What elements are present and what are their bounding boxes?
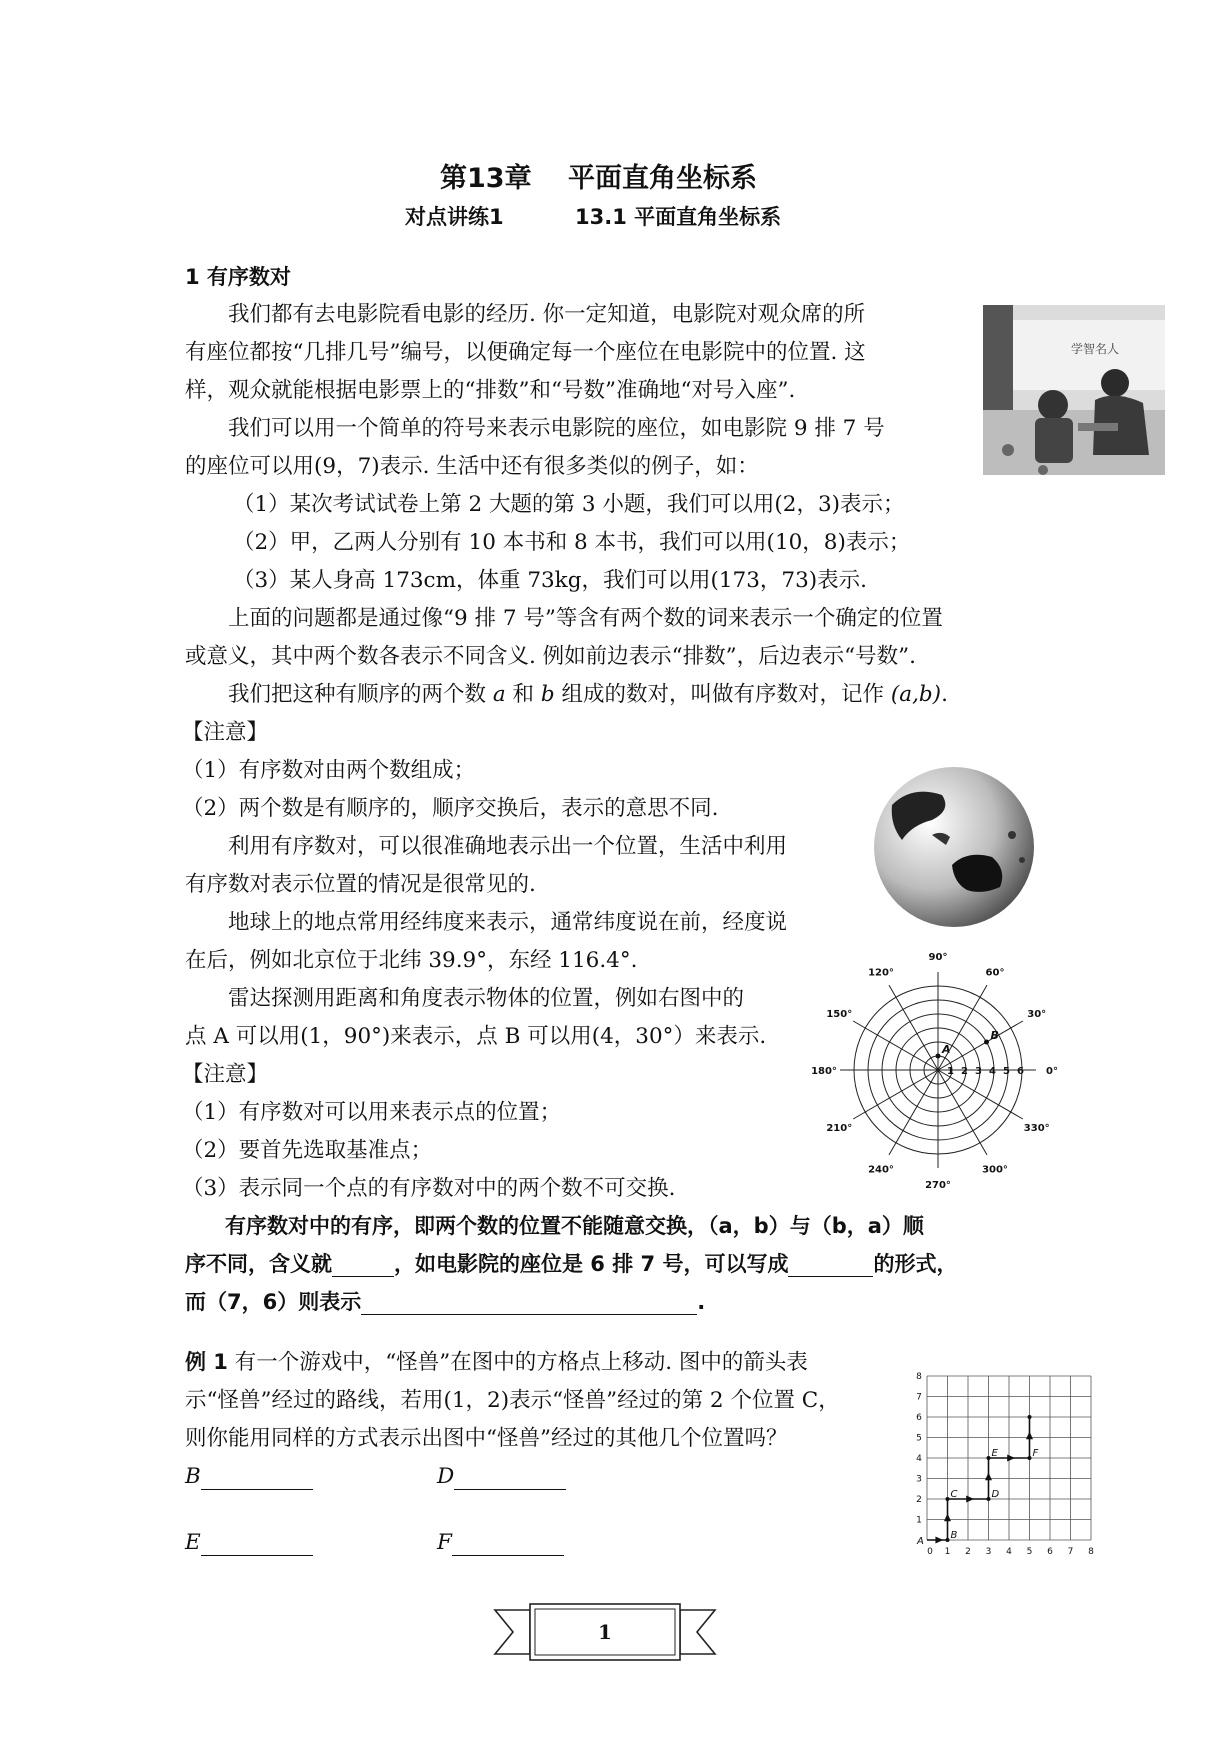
grid-x-tick: 2 xyxy=(965,1547,971,1557)
radar-ring-label: 5 xyxy=(1003,1066,1010,1077)
grid-y-tick: 1 xyxy=(916,1515,922,1526)
answer-label: B xyxy=(185,1464,201,1489)
radar-ring-label: 2 xyxy=(961,1066,968,1077)
intro-line: 样，观众就能根据电影票上的“排数”和“号数”准确地“对号入座”. xyxy=(185,378,796,403)
path-arrow xyxy=(985,1473,992,1481)
summary-text: 序不同，含义就 xyxy=(185,1252,332,1276)
radar-angle-label: 60° xyxy=(985,967,1005,979)
explain-line: 或意义，其中两个数各表示不同含义. 例如前边表示“排数”，后边表示“号数”. xyxy=(185,644,916,669)
path-arrow xyxy=(944,1514,951,1522)
var-a: a xyxy=(492,682,506,707)
grid-x-tick: 1 xyxy=(944,1547,951,1557)
grid-y-tick: 6 xyxy=(916,1413,922,1423)
path-arrow xyxy=(1007,1455,1015,1462)
answer-d xyxy=(437,1464,566,1490)
grid-x-tick: 7 xyxy=(1067,1547,1074,1557)
answer-e-field[interactable] xyxy=(201,1532,313,1556)
radar-diagram xyxy=(811,952,1058,1191)
note-heading: 【注意】 xyxy=(182,720,269,745)
example1-line: 则你能用同样的方式表示出图中“怪兽”经过的其他几个位置吗？ xyxy=(185,1426,788,1451)
summary-text: . xyxy=(697,1290,706,1314)
path-point xyxy=(987,1497,991,1501)
radar-angle-label: 210° xyxy=(826,1123,853,1134)
answer-label: D xyxy=(437,1464,455,1489)
path-point-label: F xyxy=(1032,1448,1039,1459)
answer-blank-76[interactable] xyxy=(361,1292,697,1315)
note-item: （1）有序数对由两个数组成； xyxy=(182,758,476,783)
grid-y-tick: 5 xyxy=(916,1433,922,1444)
answer-label: F xyxy=(437,1530,452,1555)
answer-b xyxy=(185,1464,313,1490)
radar-point-label: A xyxy=(942,1043,951,1056)
grid-x-tick: 6 xyxy=(1047,1547,1053,1557)
radar-points xyxy=(936,1029,999,1059)
summary-text: 的形式， xyxy=(873,1252,958,1276)
radar-ring-label: 1 xyxy=(947,1066,954,1077)
radar-angle-label: 330° xyxy=(1023,1123,1050,1134)
grid-diagram xyxy=(905,1340,1120,1565)
cinema-photo xyxy=(983,305,1165,475)
summary-text: ，如电影院的座位是 6 排 7 号，可以写成 xyxy=(394,1252,789,1276)
answer-d-field[interactable] xyxy=(454,1466,566,1490)
grid-x-tick: 3 xyxy=(985,1547,992,1557)
lesson-label: 对点讲练1 xyxy=(405,205,504,229)
intro-line: 有座位都按“几排几号”编号，以便确定每一个座位在电影院中的位置. 这 xyxy=(185,340,866,365)
usage-line: 有序数对表示位置的情况是很常见的. xyxy=(185,872,536,897)
cinema-sign-text: 学智名人 xyxy=(1070,342,1120,356)
summary-text: 而（7，6）则表示 xyxy=(185,1290,362,1314)
path-point xyxy=(987,1456,991,1460)
ordered-pair-notation: (a,b) xyxy=(890,682,942,707)
answer-f xyxy=(437,1530,564,1556)
answer-b-field[interactable] xyxy=(201,1466,313,1490)
path-arrow xyxy=(935,1537,943,1544)
radar-angle-label: 90° xyxy=(928,952,948,963)
radar-line: 雷达探测用距离和角度表示物体的位置，例如右图中的 xyxy=(228,986,745,1011)
answer-e xyxy=(185,1530,313,1556)
grid-x-tick: 4 xyxy=(1006,1547,1012,1557)
radar-angle-label: 180° xyxy=(811,1066,837,1077)
grid-origin-tick: 0 xyxy=(927,1547,933,1557)
explain-line: 上面的问题都是通过像“9 排 7 号”等含有两个数的词来表示一个确定的位置 xyxy=(228,606,943,631)
path-arrow xyxy=(966,1496,974,1503)
definition-prefix: 我们把这种有顺序的两个数 xyxy=(228,682,487,707)
radar-angle-label: 30° xyxy=(1027,1009,1047,1020)
radar-angle-label: 150° xyxy=(826,1009,853,1020)
definition-line xyxy=(228,682,948,708)
summary-line xyxy=(185,1290,705,1315)
example1-line xyxy=(185,1350,808,1376)
grid-x-tick: 8 xyxy=(1088,1547,1094,1557)
path-point-label: D xyxy=(991,1489,1000,1500)
definition-mid2: 组成的数对，叫做有序数对，记作 xyxy=(561,682,885,707)
example-line: （2）甲，乙两人分别有 10 本书和 8 本书，我们可以用(10，8)表示； xyxy=(233,530,911,555)
grid-origin-label: A xyxy=(917,1536,924,1547)
radar-ring-label: 4 xyxy=(989,1066,996,1077)
example1-line: 示“怪兽”经过的路线，若用(1，2)表示“怪兽”经过的第 2 个位置 C， xyxy=(185,1388,840,1413)
section-heading: 1 有序数对 xyxy=(185,265,291,289)
earth-line: 在后，例如北京位于北纬 39.9°，东经 116.4°. xyxy=(185,948,638,973)
var-b: b xyxy=(540,682,555,707)
grid-y-tick: 3 xyxy=(916,1474,922,1485)
example1-label: 例 1 xyxy=(185,1350,228,1374)
summary-line: 有序数对中的有序，即两个数的位置不能随意交换，（a，b）与（b，a）顺 xyxy=(225,1214,924,1238)
note-heading: 【注意】 xyxy=(182,1062,269,1087)
radar-ring-label: 3 xyxy=(975,1066,982,1077)
radar-angle-label: 300° xyxy=(982,1164,1008,1176)
example-line: （3）某人身高 173cm，体重 73kg，我们可以用(173，73)表示. xyxy=(233,568,867,593)
note-item: （1）有序数对可以用来表示点的位置； xyxy=(182,1100,562,1125)
path-arrow xyxy=(1026,1432,1033,1440)
path-point-label: B xyxy=(950,1530,958,1541)
path-point-label: E xyxy=(991,1448,998,1459)
note-item: （2）两个数是有顺序的，顺序交换后，表示的意思不同. xyxy=(182,796,719,821)
globe-image xyxy=(872,765,1036,929)
radar-ring-labels xyxy=(947,1066,1024,1077)
grid-y-tick: 8 xyxy=(916,1372,922,1382)
answer-label: E xyxy=(185,1530,201,1555)
grid-y-tick: 7 xyxy=(916,1392,922,1403)
note-item: （2）要首先选取基准点； xyxy=(182,1138,433,1163)
grid-labels xyxy=(916,1372,1094,1557)
lesson-title: 13.1 平面直角坐标系 xyxy=(575,205,782,229)
grid-y-tick: 4 xyxy=(916,1454,922,1464)
radar-angle-label: 0° xyxy=(1046,1066,1058,1077)
radar-ring-label: 6 xyxy=(1017,1066,1024,1077)
chapter-title: 第13章 平面直角坐标系 xyxy=(440,163,757,194)
example1-text: 有一个游戏中，“怪兽”在图中的方格点上移动. 图中的箭头表 xyxy=(234,1350,808,1375)
answer-f-field[interactable] xyxy=(452,1532,564,1556)
radar-point xyxy=(936,1054,941,1059)
definition-end: . xyxy=(941,682,948,707)
answer-blank-meaning[interactable] xyxy=(332,1254,394,1277)
path-point xyxy=(946,1497,950,1501)
path-point xyxy=(1028,1456,1032,1460)
radar-angle-label: 240° xyxy=(868,1164,894,1176)
intro-line: 我们可以用一个简单的符号来表示电影院的座位，如电影院 9 排 7 号 xyxy=(228,416,885,441)
radar-line: 点 A 可以用(1，90°)来表示，点 B 可以用(4，30°）来表示. xyxy=(185,1024,767,1049)
intro-line: 我们都有去电影院看电影的经历. 你一定知道，电影院对观众席的所 xyxy=(228,302,866,327)
radar-angle-label: 270° xyxy=(925,1180,951,1191)
monster-path xyxy=(927,1417,1033,1544)
grid-y-tick: 2 xyxy=(916,1495,922,1505)
example-line: （1）某次考试试卷上第 2 大题的第 3 小题，我们可以用(2，3)表示； xyxy=(233,492,905,517)
note-item: （3）表示同一个点的有序数对中的两个数不可交换. xyxy=(182,1176,676,1201)
path-point-label: C xyxy=(950,1489,958,1500)
page-number: 1 xyxy=(598,1620,612,1644)
grid-x-tick: 5 xyxy=(1026,1547,1033,1557)
intro-line: 的座位可以用(9，7)表示. 生活中还有很多类似的例子，如： xyxy=(185,454,759,479)
path-point xyxy=(946,1538,950,1542)
definition-mid1: 和 xyxy=(512,682,535,707)
path-point xyxy=(1028,1415,1032,1419)
radar-angle-label: 120° xyxy=(868,967,894,979)
radar-point xyxy=(984,1040,989,1045)
radar-point-label: B xyxy=(990,1029,999,1042)
answer-blank-seat[interactable] xyxy=(788,1254,873,1277)
earth-line: 地球上的地点常用经纬度来表示，通常纬度说在前，经度说 xyxy=(228,910,788,935)
summary-line xyxy=(185,1252,957,1277)
usage-line: 利用有序数对，可以很准确地表示出一个位置，生活中利用 xyxy=(228,834,788,859)
